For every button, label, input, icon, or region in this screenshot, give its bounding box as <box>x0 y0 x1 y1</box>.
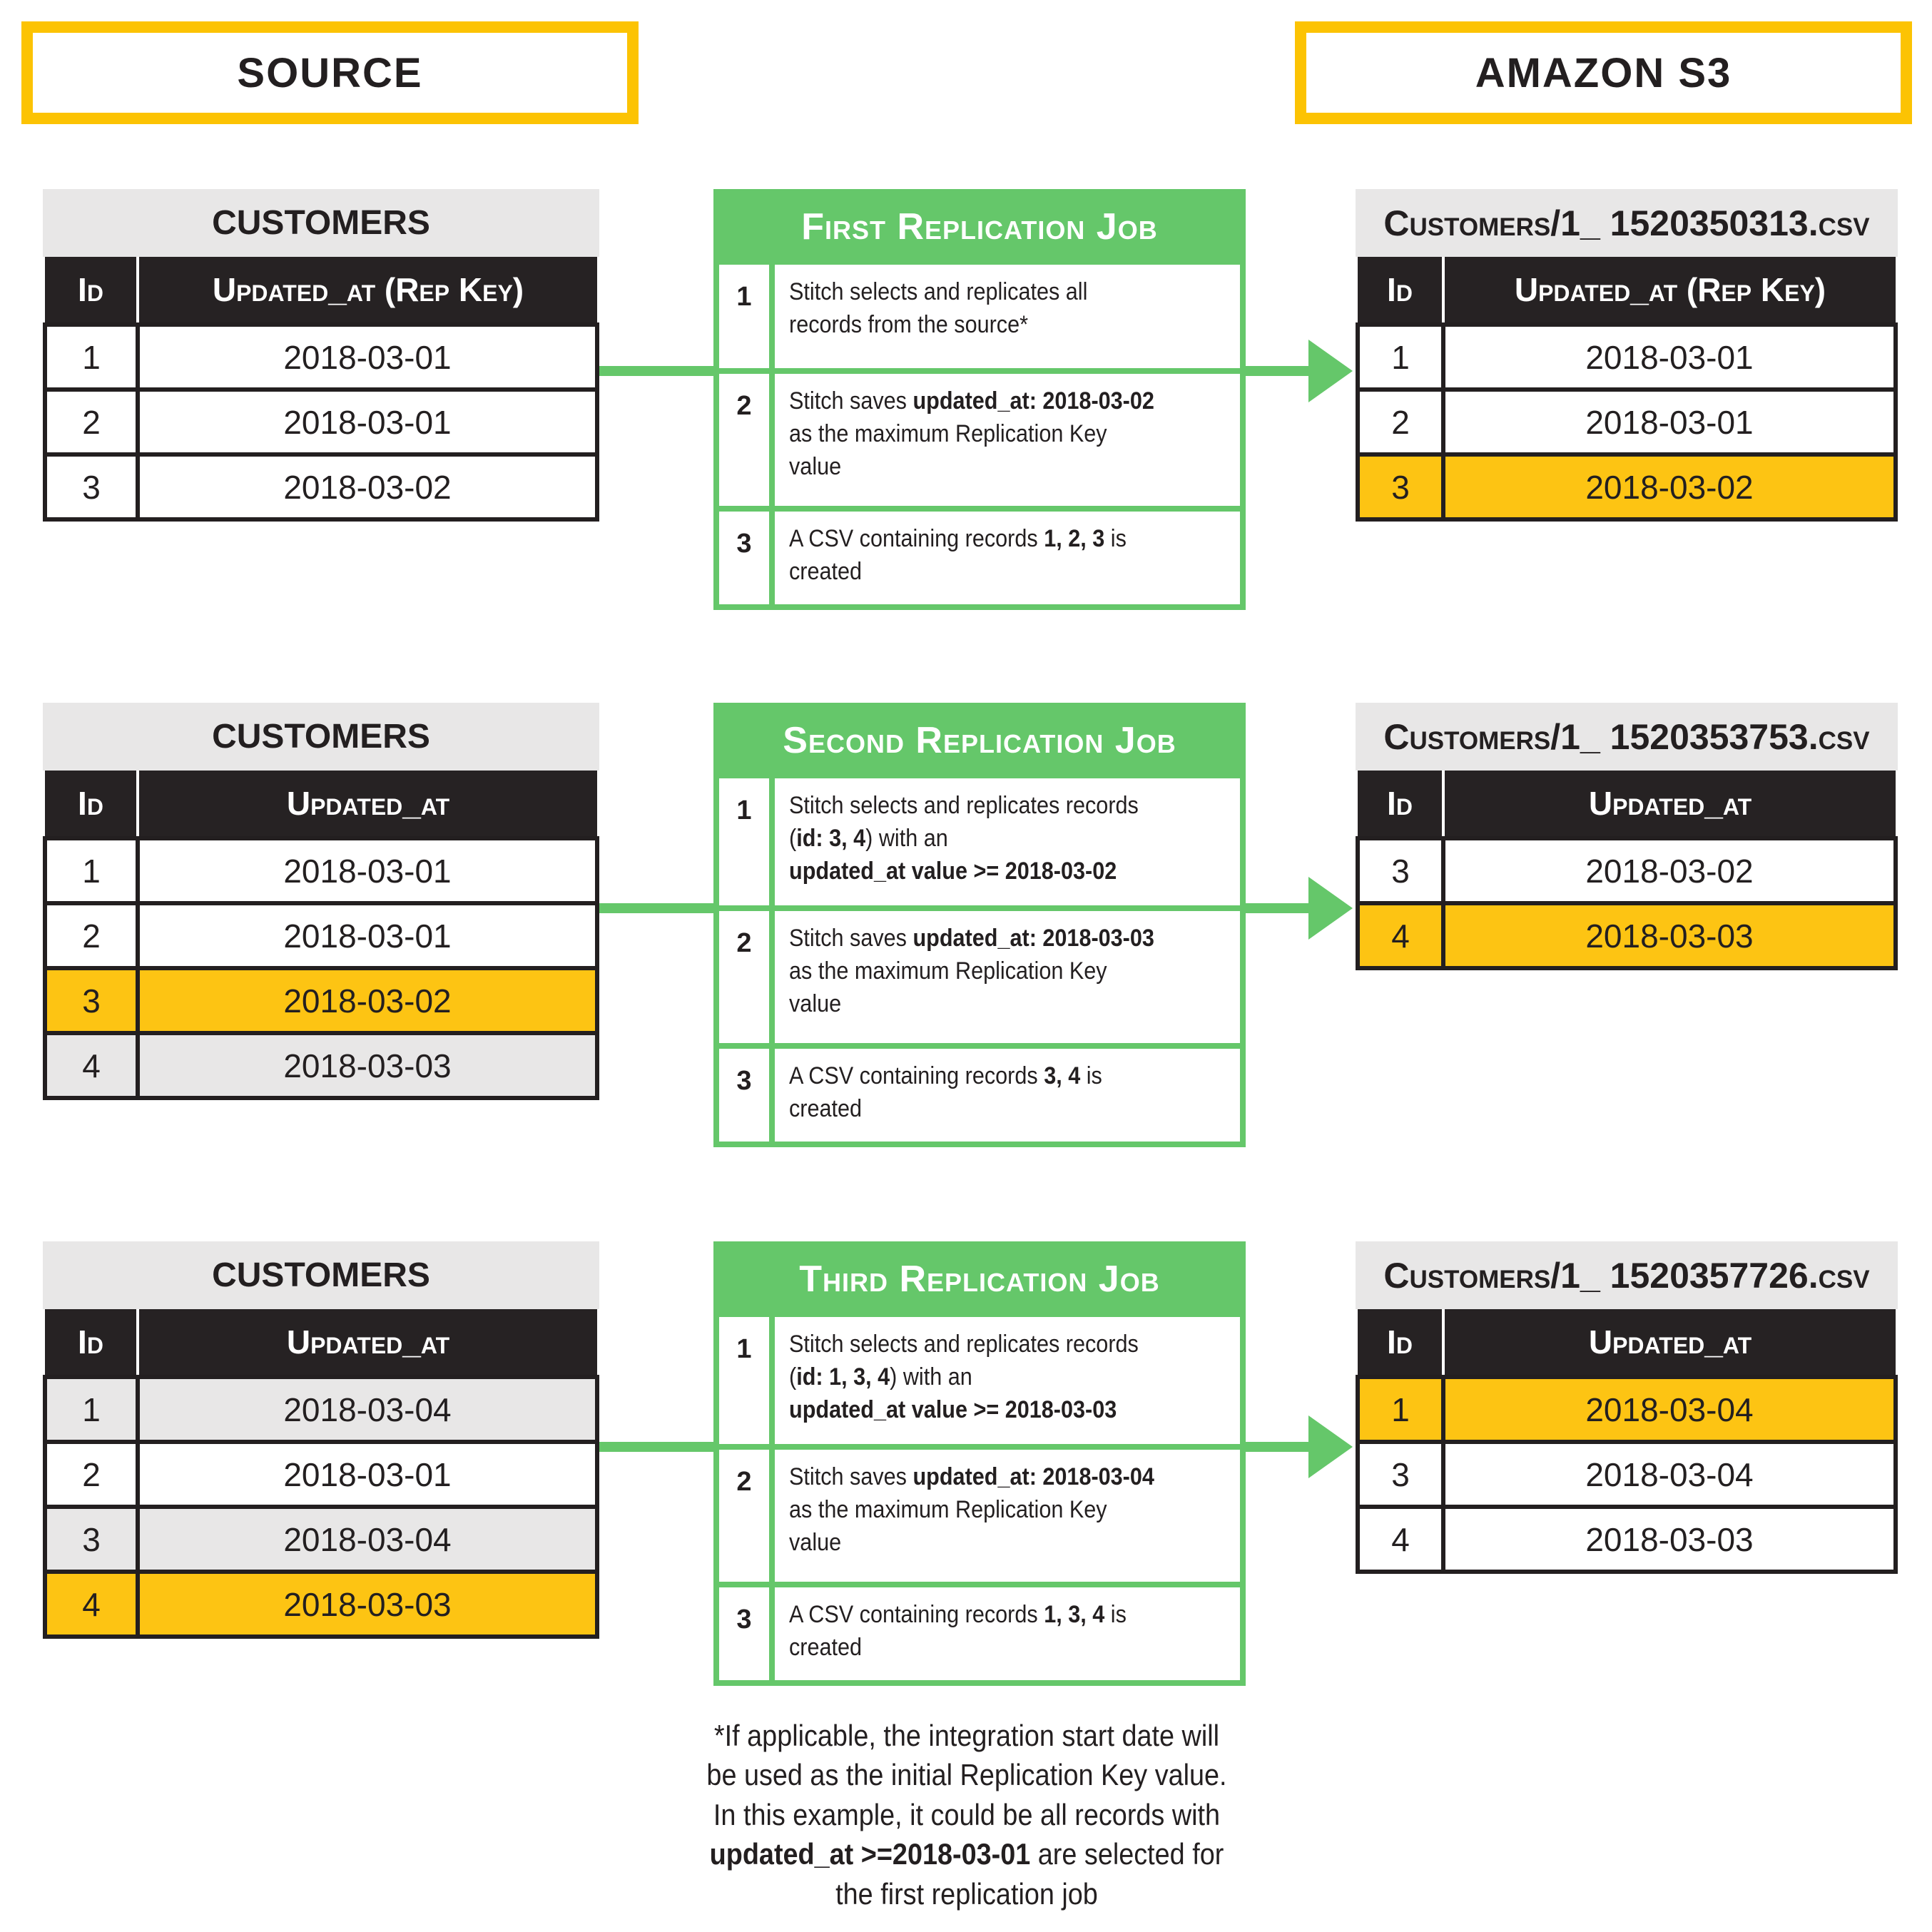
cell-id: 2 <box>45 903 138 968</box>
cell-id: 3 <box>1358 1442 1443 1507</box>
table-row <box>45 838 597 903</box>
source-label: SOURCE <box>237 49 423 96</box>
column-header-id: Id <box>45 1309 138 1377</box>
cell-updated-at: 2018-03-01 <box>138 325 597 390</box>
table-row <box>45 1507 597 1572</box>
job-step-text: Stitch saves updated_at: 2018-03-02 as the maximum Replication Key value <box>789 387 1154 480</box>
job-step-number: 1 <box>719 1317 769 1444</box>
job-step-number: 2 <box>719 1450 769 1582</box>
job-step-text: A CSV containing records 1, 3, 4 is created <box>789 1601 1127 1661</box>
replication-job-box-3 <box>713 1241 1246 1686</box>
job-step <box>719 1587 1240 1680</box>
column-header-id: Id <box>1358 257 1443 325</box>
cell-updated-at: 2018-03-04 <box>138 1507 597 1572</box>
table-row <box>45 1572 597 1637</box>
job-title: Second Replication Job <box>719 708 1240 773</box>
cell-updated-at: 2018-03-03 <box>138 1033 597 1098</box>
cell-updated-at: 2018-03-01 <box>138 838 597 903</box>
source-table-1 <box>43 189 599 522</box>
table-row <box>45 968 597 1033</box>
cell-updated-at: 2018-03-04 <box>1443 1442 1896 1507</box>
job-step-number: 2 <box>719 911 769 1043</box>
table-row <box>45 454 597 519</box>
column-header-id: Id <box>45 771 138 838</box>
table-row <box>1358 1442 1896 1507</box>
flow-arrow-head-icon-2 <box>1308 877 1353 940</box>
cell-updated-at: 2018-03-01 <box>138 390 597 454</box>
column-header-id: Id <box>45 257 138 325</box>
amazon-s3-label: AMAZON S3 <box>1475 49 1732 96</box>
replication-job-box-2 <box>713 703 1246 1147</box>
cell-updated-at: 2018-03-02 <box>138 454 597 519</box>
cell-updated-at: 2018-03-01 <box>138 903 597 968</box>
table-row <box>45 1033 597 1098</box>
table-title: CUSTOMERS <box>43 1241 599 1309</box>
csv-file-title: Customers/1_ 1520357726.csv <box>1356 1241 1898 1309</box>
header-row <box>1358 1309 1896 1377</box>
cell-id: 3 <box>45 968 138 1033</box>
cell-updated-at: 2018-03-02 <box>1443 454 1896 519</box>
table-row <box>1358 454 1896 519</box>
job-step-number: 3 <box>719 512 769 604</box>
cell-updated-at: 2018-03-04 <box>138 1377 597 1442</box>
source-table-3 <box>43 1241 599 1639</box>
column-header-id: Id <box>1358 1309 1443 1377</box>
column-header-id: Id <box>1358 771 1443 838</box>
job-step-text: Stitch saves updated_at: 2018-03-03 as the maximum Replication Key value <box>789 925 1154 1017</box>
cell-updated-at: 2018-03-02 <box>138 968 597 1033</box>
cell-id: 4 <box>1358 903 1443 968</box>
cell-id: 1 <box>45 838 138 903</box>
s3-table-2 <box>1356 703 1898 970</box>
cell-id: 2 <box>1358 390 1443 454</box>
source-table-2 <box>43 703 599 1100</box>
cell-id: 2 <box>45 1442 138 1507</box>
job-step <box>719 1317 1240 1444</box>
table-row <box>1358 390 1896 454</box>
job-step <box>719 265 1240 368</box>
header-row <box>45 771 597 838</box>
table-title: CUSTOMERS <box>43 189 599 257</box>
job-step-text: Stitch selects and replicates records (id: 3, 4) with an updated_at value >= 2018-03-02 <box>789 792 1139 885</box>
job-step-text: A CSV containing records 3, 4 is created <box>789 1062 1102 1122</box>
cell-updated-at: 2018-03-01 <box>1443 390 1896 454</box>
job-step <box>719 778 1240 905</box>
cell-id: 1 <box>1358 1377 1443 1442</box>
header-row <box>1358 771 1896 838</box>
cell-id: 3 <box>1358 454 1443 519</box>
job-step-number: 3 <box>719 1587 769 1680</box>
table-row <box>45 1377 597 1442</box>
cell-id: 3 <box>45 1507 138 1572</box>
csv-file-title: Customers/1_ 1520350313.csv <box>1356 189 1898 257</box>
job-step <box>719 911 1240 1043</box>
cell-updated-at: 2018-03-03 <box>138 1572 597 1637</box>
header-row <box>45 257 597 325</box>
job-step-number: 1 <box>719 265 769 368</box>
job-step <box>719 1049 1240 1142</box>
flow-arrow-head-icon-3 <box>1308 1415 1353 1478</box>
cell-updated-at: 2018-03-02 <box>1443 838 1896 903</box>
job-title: First Replication Job <box>719 195 1240 259</box>
cell-id: 3 <box>45 454 138 519</box>
column-header-updated-at: Updated_at (Rep Key) <box>138 257 597 325</box>
cell-id: 1 <box>45 1377 138 1442</box>
header-row <box>1358 257 1896 325</box>
cell-updated-at: 2018-03-01 <box>138 1442 597 1507</box>
cell-id: 4 <box>45 1572 138 1637</box>
table-row <box>45 390 597 454</box>
job-step-number: 3 <box>719 1049 769 1142</box>
job-step-text: A CSV containing records 1, 2, 3 is created <box>789 525 1127 585</box>
column-header-updated-at: Updated_at <box>138 1309 597 1377</box>
source-label-box <box>21 21 639 124</box>
job-step-text: Stitch saves updated_at: 2018-03-04 as the maximum Replication Key value <box>789 1463 1154 1556</box>
job-step-text: Stitch selects and replicates all records from the source* <box>789 278 1088 338</box>
table-row <box>1358 1377 1896 1442</box>
csv-file-title: Customers/1_ 1520353753.csv <box>1356 703 1898 771</box>
table-row <box>1358 325 1896 390</box>
cell-id: 2 <box>45 390 138 454</box>
footnote-text: *If applicable, the integration start date will be used as the initial Replication Key value. In this example, it could be all records with updated_at >=2018-03-01 are selected for the first replication job <box>706 1719 1227 1911</box>
cell-id: 1 <box>1358 325 1443 390</box>
s3-table-1 <box>1356 189 1898 522</box>
table-row <box>45 903 597 968</box>
job-title: Third Replication Job <box>719 1247 1240 1311</box>
s3-table-3 <box>1356 1241 1898 1574</box>
cell-id: 3 <box>1358 838 1443 903</box>
column-header-updated-at: Updated_at <box>138 771 597 838</box>
cell-id: 4 <box>45 1033 138 1098</box>
cell-updated-at: 2018-03-04 <box>1443 1377 1896 1442</box>
job-step <box>719 1450 1240 1582</box>
table-row <box>1358 903 1896 968</box>
table-row <box>45 1442 597 1507</box>
table-row <box>1358 1507 1896 1572</box>
column-header-updated-at: Updated_at <box>1443 771 1896 838</box>
column-header-updated-at: Updated_at <box>1443 1309 1896 1377</box>
replication-job-box-1 <box>713 189 1246 610</box>
column-header-updated-at: Updated_at (Rep Key) <box>1443 257 1896 325</box>
header-row <box>45 1309 597 1377</box>
table-row <box>1358 838 1896 903</box>
footnote <box>635 1716 1298 1913</box>
cell-updated-at: 2018-03-03 <box>1443 1507 1896 1572</box>
cell-id: 4 <box>1358 1507 1443 1572</box>
job-step-number: 1 <box>719 778 769 905</box>
job-step-number: 2 <box>719 374 769 506</box>
cell-updated-at: 2018-03-01 <box>1443 325 1896 390</box>
job-step <box>719 512 1240 604</box>
table-title: CUSTOMERS <box>43 703 599 771</box>
amazon-s3-label-box <box>1295 21 1912 124</box>
cell-id: 1 <box>45 325 138 390</box>
job-step <box>719 374 1240 506</box>
flow-arrow-head-icon-1 <box>1308 340 1353 402</box>
cell-updated-at: 2018-03-03 <box>1443 903 1896 968</box>
table-row <box>45 325 597 390</box>
job-step-text: Stitch selects and replicates records (id: 1, 3, 4) with an updated_at value >= 2018-03-03 <box>789 1331 1139 1423</box>
